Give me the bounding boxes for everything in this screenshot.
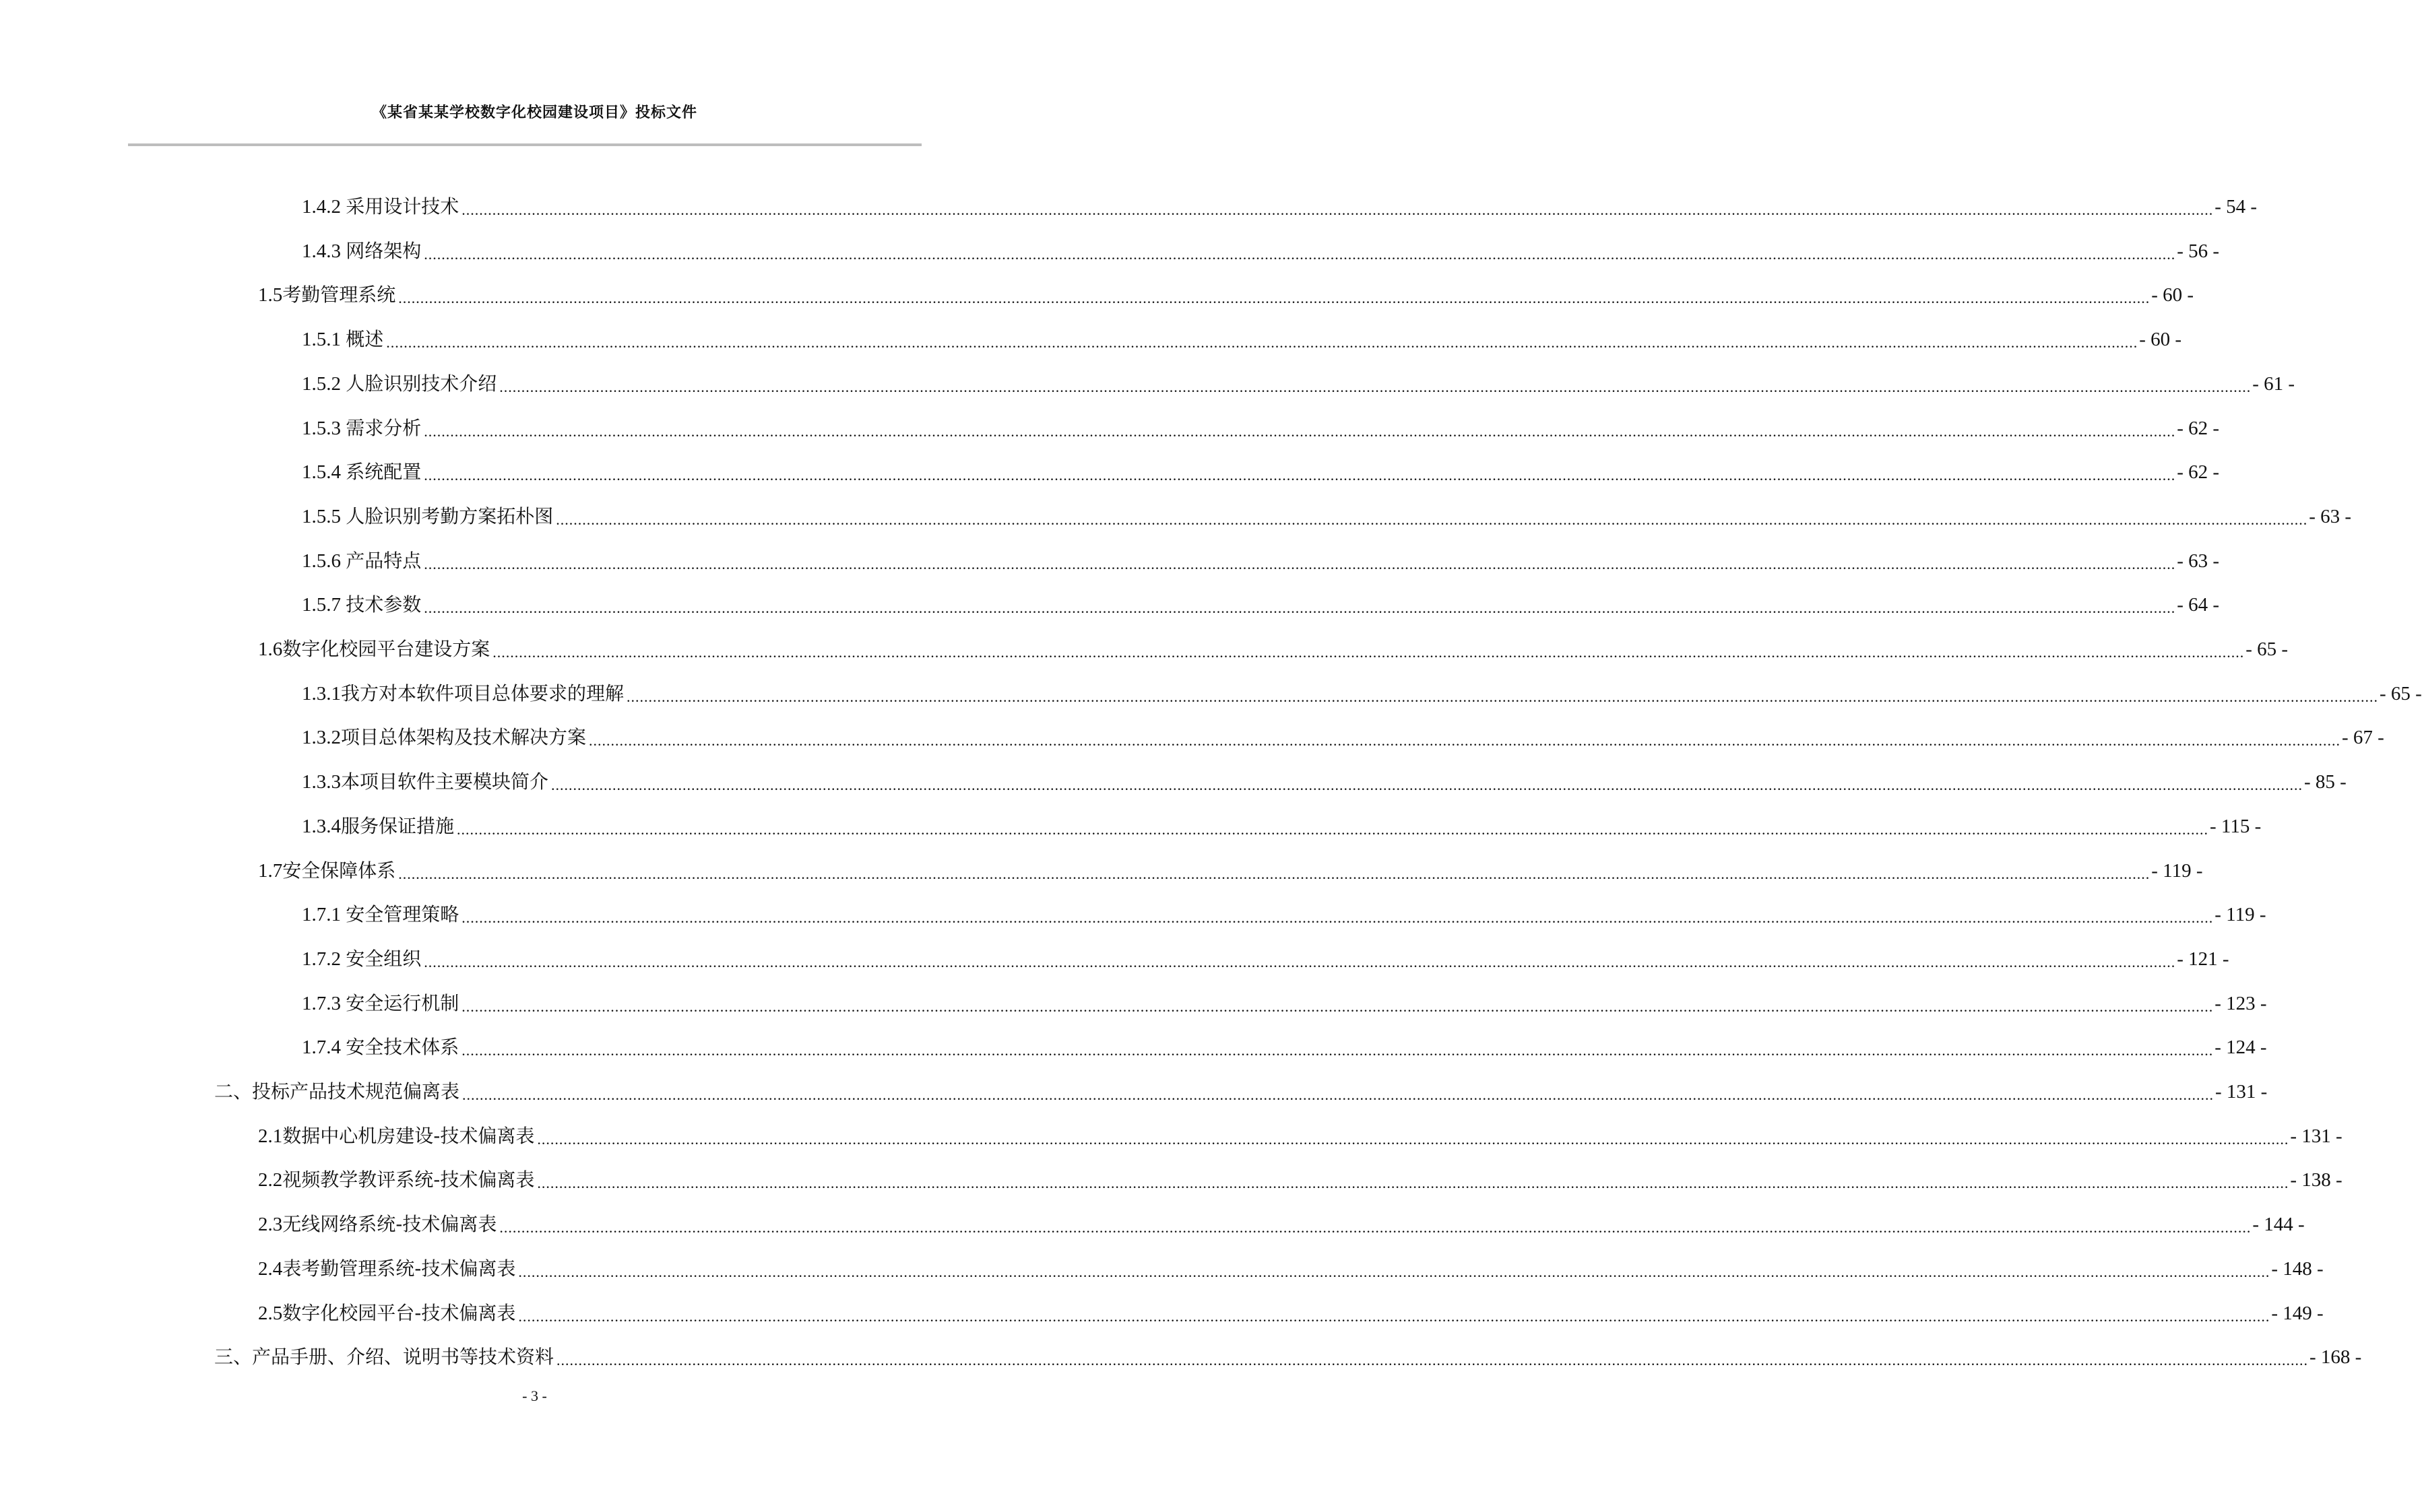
- toc-entry[interactable]: [302, 370, 2295, 397]
- toc-entry-title: 三、产品手册、介绍、说明书等技术资料: [214, 1346, 554, 1369]
- toc-entry[interactable]: [302, 813, 2262, 840]
- toc-entry-number: 1.7.1: [302, 904, 346, 926]
- toc-dot-leader: ................................................................................................................................................................................................................................................................................................................................................................................................................: [424, 467, 2176, 484]
- toc-entry-page: - 119 -: [2214, 904, 2266, 926]
- toc-entry-title: 人脸识别考勤方案拓朴图: [346, 504, 554, 527]
- toc-dot-leader: ................................................................................................................................................................................................................................................................................................................................................................................................................: [627, 688, 2379, 705]
- toc-entry-title: 采用设计技术: [346, 195, 459, 218]
- toc-entry-page: - 60 -: [2139, 329, 2182, 351]
- toc-dot-leader: ................................................................................................................................................................................................................................................................................................................................................................................................................: [551, 777, 2303, 794]
- toc-dot-leader: ................................................................................................................................................................................................................................................................................................................................................................................................................: [492, 644, 2245, 661]
- page-number: - 3 -: [522, 1387, 547, 1404]
- toc-entry-number: 1.5.3: [302, 417, 346, 439]
- toc-entry-page: - 64 -: [2177, 594, 2220, 616]
- toc-entry[interactable]: [302, 238, 2220, 265]
- toc-entry-title: 产品特点: [346, 549, 422, 572]
- toc-entry-number: 1.6: [258, 638, 283, 660]
- toc-entry-number: 1.7.3: [302, 992, 346, 1014]
- toc-entry-page: - 67 -: [2342, 727, 2384, 749]
- toc-entry[interactable]: [258, 636, 2289, 663]
- toc-entry[interactable]: [258, 282, 2194, 308]
- toc-entry-number: 1.5.2: [302, 372, 346, 395]
- toc-entry-title: 项目总体架构及技术解决方案: [341, 726, 587, 749]
- header-divider: [128, 143, 922, 146]
- toc-entry-page: - 168 -: [2309, 1346, 2362, 1369]
- toc-entry-title: 需求分析: [346, 416, 422, 439]
- toc-entry-title: 技术参数: [346, 593, 422, 616]
- toc-entry[interactable]: [302, 415, 2220, 442]
- toc-entry-page: - 65 -: [2245, 638, 2289, 660]
- toc-entry-page: - 119 -: [2151, 859, 2203, 882]
- toc-dot-leader: ................................................................................................................................................................................................................................................................................................................................................................................................................: [398, 290, 2150, 307]
- toc-entry-page: - 60 -: [2151, 284, 2194, 306]
- toc-dot-leader: ................................................................................................................................................................................................................................................................................................................................................................................................................: [424, 422, 2176, 440]
- toc-entry-title: 无线网络系统-技术偏离表: [282, 1213, 497, 1236]
- toc-entry-title: 我方对本软件项目总体要求的理解: [341, 682, 625, 704]
- toc-dot-leader: ................................................................................................................................................................................................................................................................................................................................................................................................................: [499, 378, 2252, 395]
- toc-entry-page: - 65 -: [2380, 682, 2422, 704]
- toc-entry-page: - 131 -: [2290, 1125, 2343, 1147]
- toc-entry-title: 人脸识别技术介绍: [346, 372, 497, 395]
- toc-entry-title: 表考勤管理系统-技术偏离表: [282, 1257, 516, 1280]
- toc-dot-leader: ................................................................................................................................................................................................................................................................................................................................................................................................................: [424, 599, 2176, 617]
- toc-entry[interactable]: [258, 1255, 2324, 1282]
- page-header-title: 《某省某某学校数字化校园建设项目》投标文件: [371, 104, 697, 121]
- toc-entry[interactable]: [302, 901, 2266, 928]
- toc-entry-page: - 61 -: [2252, 372, 2295, 395]
- toc-entry[interactable]: [302, 680, 2422, 707]
- toc-entry-number: 2.4: [258, 1257, 283, 1280]
- toc-dot-leader: ................................................................................................................................................................................................................................................................................................................................................................................................................: [424, 245, 2176, 263]
- toc-entry[interactable]: [302, 1034, 2267, 1061]
- toc-entry-title: 本项目软件主要模块简介: [341, 770, 549, 793]
- toc-entry-title: 数据中心机房建设-技术偏离表: [282, 1124, 535, 1147]
- toc-entry[interactable]: [258, 1300, 2324, 1327]
- toc-dot-leader: ................................................................................................................................................................................................................................................................................................................................................................................................................: [424, 953, 2176, 971]
- toc-entry[interactable]: [302, 768, 2347, 795]
- toc-entry-page: - 138 -: [2290, 1169, 2343, 1191]
- toc-dot-leader: ................................................................................................................................................................................................................................................................................................................................................................................................................: [424, 555, 2176, 572]
- toc-entry-number: 1.5.4: [302, 461, 346, 484]
- toc-entry-title: 概述: [346, 328, 384, 351]
- toc-entry-page: - 124 -: [2214, 1037, 2267, 1059]
- toc-entry-title: 安全运行机制: [346, 991, 459, 1014]
- toc-entry-page: - 63 -: [2309, 505, 2352, 527]
- toc-entry[interactable]: [302, 724, 2384, 751]
- toc-entry-number: 2.5: [258, 1302, 283, 1324]
- toc-entry-title: 安全技术体系: [346, 1036, 459, 1059]
- toc-dot-leader: ................................................................................................................................................................................................................................................................................................................................................................................................................: [556, 1352, 2309, 1369]
- toc-entry-title: 数字化校园平台-技术偏离表: [282, 1301, 516, 1324]
- toc-entry-number: 1.3.2: [302, 727, 341, 749]
- toc-entry-page: - 144 -: [2252, 1214, 2305, 1236]
- toc-entry-number: 1.4.3: [302, 240, 346, 262]
- toc-entry[interactable]: [302, 990, 2267, 1017]
- toc-entry-page: - 62 -: [2177, 461, 2220, 484]
- toc-entry[interactable]: [258, 1166, 2343, 1193]
- toc-entry-number: 1.3.1: [302, 682, 341, 704]
- toc-dot-leader: ................................................................................................................................................................................................................................................................................................................................................................................................................: [518, 1263, 2270, 1280]
- toc-entry-page: - 85 -: [2304, 771, 2347, 793]
- toc-dot-leader: ................................................................................................................................................................................................................................................................................................................................................................................................................: [386, 334, 2138, 352]
- toc-entry-title: 安全保障体系: [282, 859, 396, 882]
- toc-entry-page: - 56 -: [2177, 240, 2220, 262]
- toc-entry-title: 服务保证措施: [341, 814, 455, 837]
- toc-entry-page: - 115 -: [2210, 815, 2262, 837]
- toc-entry-number: 1.5: [258, 284, 283, 306]
- toc-entry-number: 2.1: [258, 1125, 283, 1147]
- toc-entry-title: 数字化校园平台建设方案: [282, 638, 490, 660]
- toc-dot-leader: ................................................................................................................................................................................................................................................................................................................................................................................................................: [537, 1130, 2289, 1148]
- toc-dot-leader: ................................................................................................................................................................................................................................................................................................................................................................................................................: [518, 1307, 2270, 1325]
- toc-dot-leader: ................................................................................................................................................................................................................................................................................................................................................................................................................: [461, 1042, 2214, 1059]
- toc-entry-number: 1.5.6: [302, 550, 346, 572]
- toc-entry[interactable]: [302, 459, 2220, 486]
- toc-entry-number: 1.3.3: [302, 771, 341, 793]
- toc-entry-number: 1.5.7: [302, 594, 346, 616]
- toc-dot-leader: ................................................................................................................................................................................................................................................................................................................................................................................................................: [398, 865, 2150, 882]
- toc-entry[interactable]: [258, 1211, 2305, 1238]
- toc-dot-leader: ................................................................................................................................................................................................................................................................................................................................................................................................................: [461, 997, 2214, 1015]
- toc-entry-page: - 131 -: [2215, 1081, 2268, 1103]
- toc-entry[interactable]: [258, 1123, 2343, 1150]
- toc-entry-page: - 121 -: [2177, 948, 2229, 970]
- toc-entry[interactable]: [214, 1078, 2268, 1105]
- toc-entry[interactable]: [302, 548, 2220, 574]
- toc-entry-page: - 123 -: [2214, 992, 2267, 1014]
- toc-entry[interactable]: [302, 591, 2220, 618]
- toc-entry-title: 考勤管理系统: [282, 284, 396, 306]
- toc-entry-title: 安全组织: [346, 947, 422, 970]
- toc-dot-leader: ................................................................................................................................................................................................................................................................................................................................................................................................................: [462, 1086, 2214, 1103]
- toc-entry-page: - 63 -: [2177, 550, 2220, 572]
- toc-entry[interactable]: [258, 857, 2203, 884]
- toc-entry-title: 网络架构: [346, 239, 422, 262]
- toc-entry-title: 视频教学教评系统-技术偏离表: [282, 1169, 535, 1191]
- toc-entry[interactable]: [214, 1344, 2362, 1371]
- toc-entry-number: 1.7.4: [302, 1037, 346, 1059]
- toc-entry-title: 系统配置: [346, 461, 422, 484]
- toc-dot-leader: ................................................................................................................................................................................................................................................................................................................................................................................................................: [537, 1175, 2289, 1192]
- toc-entry[interactable]: [302, 326, 2182, 353]
- toc-entry-page: - 149 -: [2271, 1302, 2324, 1324]
- toc-entry-number: 2.2: [258, 1169, 283, 1191]
- toc-entry-number: 1.7.2: [302, 948, 346, 970]
- toc-entry-number: 1.3.4: [302, 815, 341, 837]
- toc-dot-leader: ................................................................................................................................................................................................................................................................................................................................................................................................................: [499, 1219, 2252, 1237]
- toc-entry-number: 2.3: [258, 1214, 283, 1236]
- toc-entry[interactable]: [302, 503, 2352, 530]
- toc-entry-number: 1.5.1: [302, 329, 346, 351]
- toc-entry-page: - 54 -: [2214, 196, 2258, 218]
- toc-entry-number: 1.7: [258, 859, 283, 882]
- toc-entry-number: 1.4.2: [302, 196, 346, 218]
- toc-entry[interactable]: [302, 946, 2229, 973]
- toc-dot-leader: ................................................................................................................................................................................................................................................................................................................................................................................................................: [589, 732, 2341, 750]
- toc-dot-leader: ................................................................................................................................................................................................................................................................................................................................................................................................................: [461, 909, 2214, 927]
- toc-dot-leader: ................................................................................................................................................................................................................................................................................................................................................................................................................: [461, 201, 2214, 218]
- toc-entry-page: - 62 -: [2177, 417, 2220, 439]
- toc-dot-leader: ................................................................................................................................................................................................................................................................................................................................................................................................................: [457, 820, 2209, 838]
- toc-entry-title: 二、投标产品技术规范偏离表: [214, 1080, 460, 1103]
- toc-entry[interactable]: [302, 193, 2258, 220]
- toc-entry-number: 1.5.5: [302, 505, 346, 527]
- toc-entry-title: 安全管理策略: [346, 903, 459, 926]
- toc-dot-leader: ................................................................................................................................................................................................................................................................................................................................................................................................................: [556, 511, 2308, 528]
- toc-entry-page: - 148 -: [2271, 1257, 2324, 1280]
